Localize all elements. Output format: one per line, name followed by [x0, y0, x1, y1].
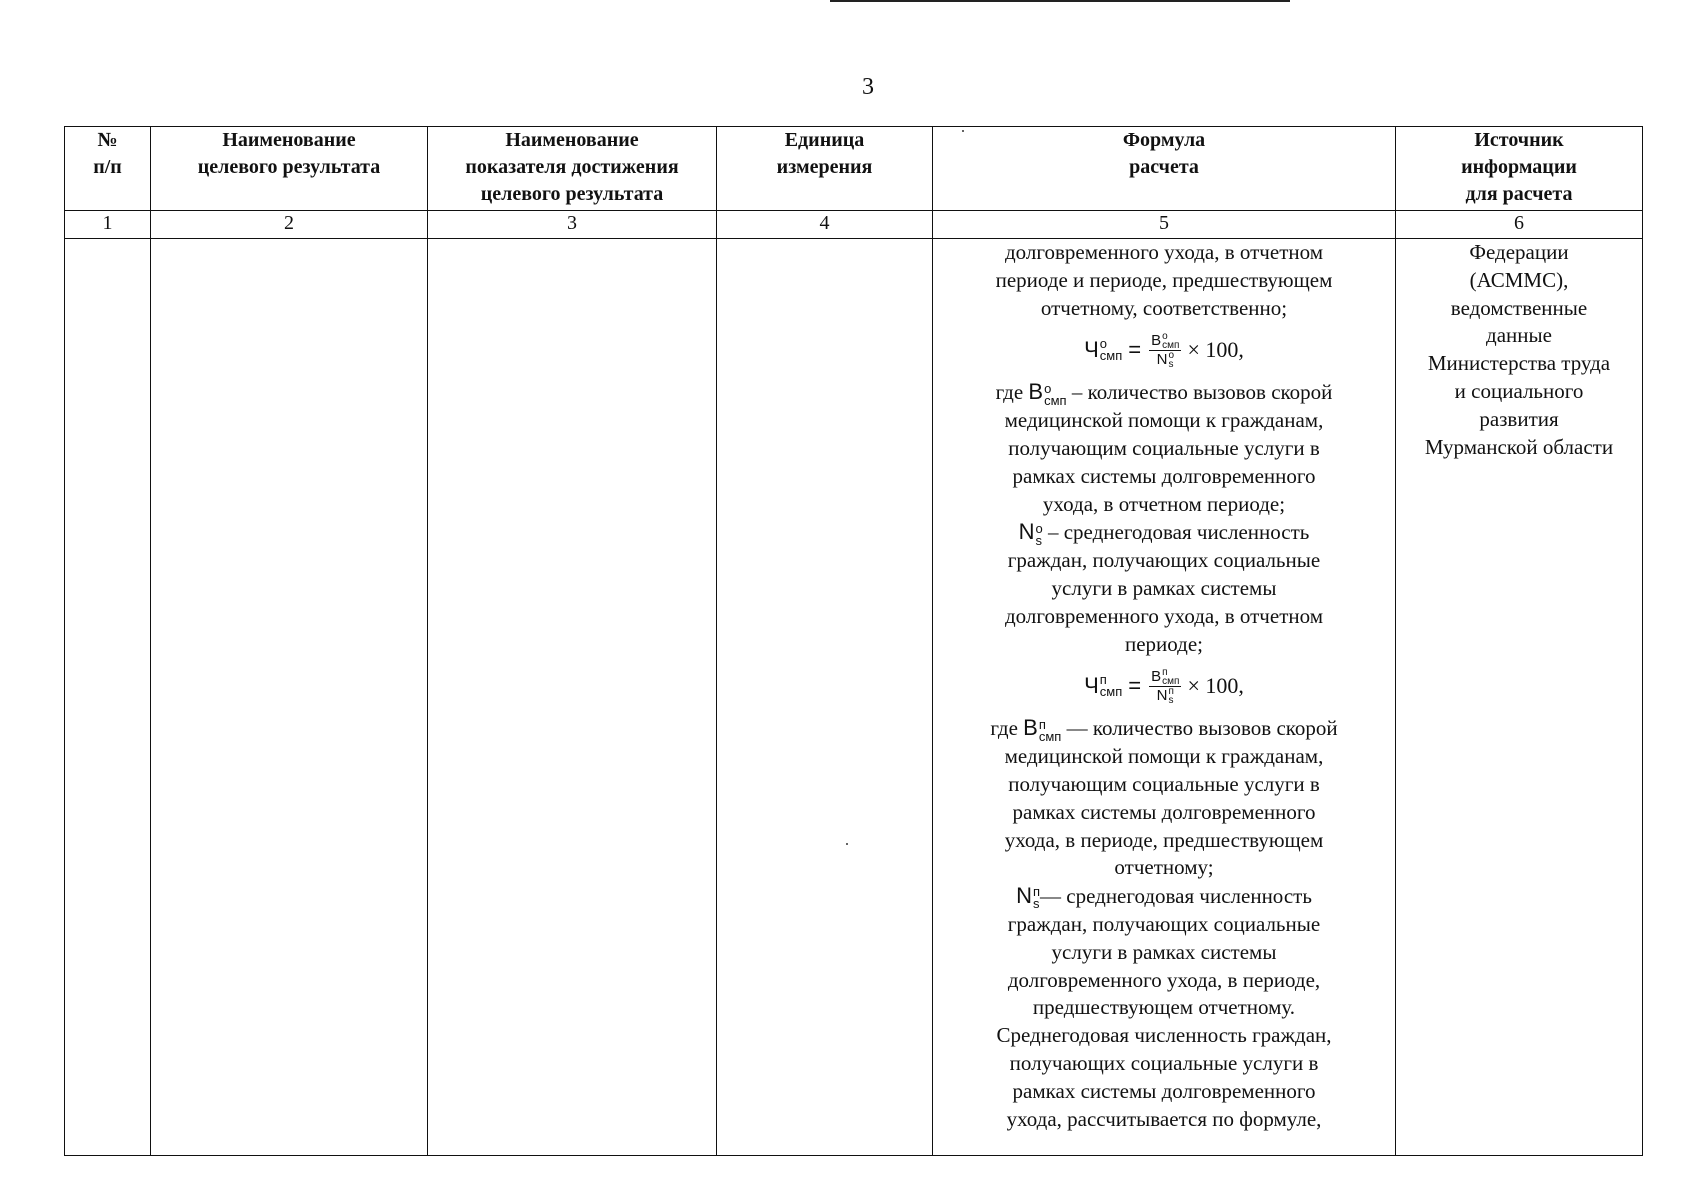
indicator-table: [64, 126, 1643, 1156]
header-source: Источник информации для расчета: [1396, 127, 1643, 211]
column-number: 3: [428, 211, 717, 239]
header-no: № п/п: [65, 127, 151, 211]
header-row: [65, 127, 1643, 211]
equals-sign: =: [1128, 337, 1142, 363]
page-number: 3: [862, 74, 874, 100]
column-number: 4: [717, 211, 933, 239]
header-indicator-name: Наименование показателя достижения целевого результата: [428, 127, 717, 211]
table-row: [65, 239, 1643, 1156]
definition-calls-current: где В о смп – количество вызовов скорой: [995, 379, 1333, 408]
header-target-result: Наименование целевого результата: [151, 127, 428, 211]
column-number: 5: [933, 211, 1396, 239]
fraction: В о смп N о s: [1151, 330, 1180, 370]
cell-no-empty: [65, 239, 151, 1156]
column-number: 6: [1396, 211, 1643, 239]
cell-indicator-empty: [428, 239, 717, 1156]
cell-target-result-empty: [151, 239, 428, 1156]
definition-calls-previous: где В п смп — количество вызовов скорой: [990, 715, 1338, 744]
scan-speck: [846, 843, 848, 845]
formula-share-previous: Ч п смп = В п смп N п s × 100,: [1084, 666, 1244, 706]
scan-speck: [962, 130, 964, 132]
header-formula: Формула расчета: [933, 127, 1396, 211]
equals-sign: =: [1128, 673, 1142, 699]
definition-population-previous: N п s — среднегодовая численность: [1016, 883, 1312, 912]
header-unit: Единица измерения: [717, 127, 933, 211]
column-number-row: [65, 211, 1643, 239]
column-number: 2: [151, 211, 428, 239]
formula-share-current: Ч о смп = В о смп N о s × 100,: [1084, 330, 1244, 370]
formula-cell: долговременного ухода, в отчетном периоде и периоде, предшествующем отчетному, соответственно; Ч о смп = В о смп N о s × 100, где В о смп – количество вызовов скорой медицинской помощи к гражданам, получающим социальные услуги в рамках системы долговременного ухода, в отчетном периоде; N о s – среднегодовая численность граждан, получающих социальные услуги в рамках системы долговременного ухода, в отчетном периоде; Ч п смп = В п смп N п s × 100, где В п смп — количество вызовов скорой медицинской помощи к гражданам, получающим социальные услуги в рамках системы долговременного ухода, в периоде, предшествующем отчетному; N п s — среднегодовая численность граждан, получающих социальные услуги в рамках системы долговременного ухода, в периоде, предшествующем отчетному. Среднегодовая численность граждан, получающих социальные услуги в рамках системы долговременного ухода, рассчитывается по формуле,: [933, 239, 1396, 1156]
top-edge-line: [830, 0, 1290, 2]
fraction: В п смп N п s: [1151, 666, 1180, 706]
cell-unit-empty: [717, 239, 933, 1156]
column-number: 1: [65, 211, 151, 239]
definition-population-current: N о s – среднегодовая численность: [1018, 519, 1310, 548]
source-cell: Федерации (АСММС), ведомственные данные Министерства труда и социального развития Мурманской области: [1396, 239, 1643, 1156]
